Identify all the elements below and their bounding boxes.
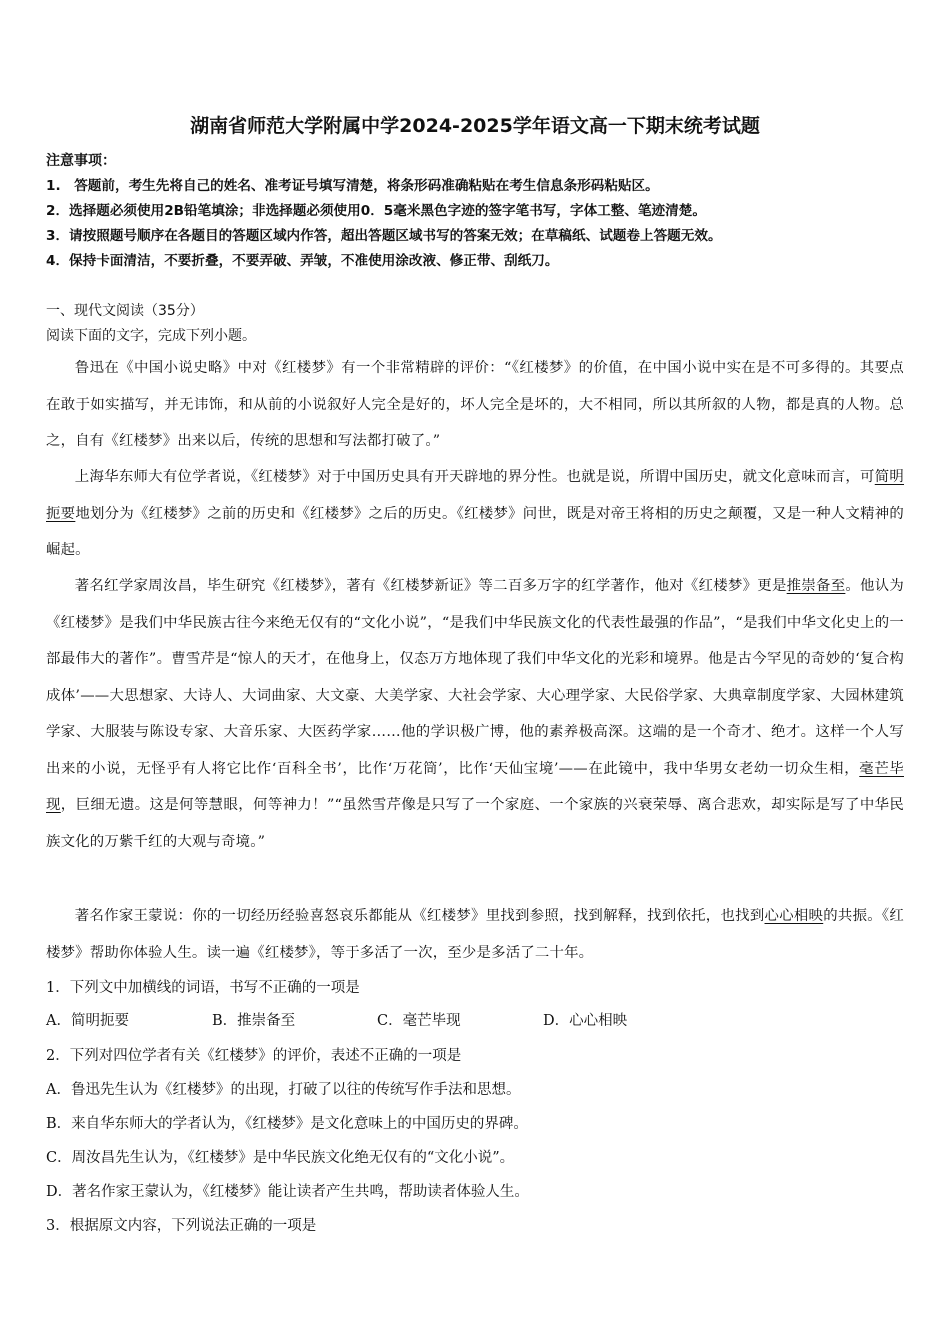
passage-paragraph-1 [46, 350, 904, 460]
q1-option-b: B．推崇备至 [212, 1013, 296, 1029]
question-3-stem: 3．根据原文内容，下列说法正确的一项是 [46, 1218, 317, 1234]
passage-paragraph-4 [46, 898, 904, 971]
passage-text-segment: 著名红学家周汝昌，毕生研究《红楼梦》，著有《红楼梦新证》等二百多万字的红学著作，他对《红楼梦》更是 [74, 578, 787, 594]
underlined-word: 毫芒毕现 [46, 760, 904, 813]
notice-item-2: 2．选择题必须使用2B铅笔填涂；非选择题必须使用0．5毫米黑色字迹的签字笔书写，字体工整、笔迹清楚。 [46, 203, 706, 219]
passage-paragraph-2 [46, 459, 904, 569]
notice-item-1: 1. 答题前，考生先将自己的姓名、准考证号填写清楚，将条形码准确粘贴在考生信息条形码粘贴区。 [46, 178, 659, 194]
passage-text-segment: ，巨细无遗。这是何等慧眼，何等神力！”“虽然雪芹像是只写了一个家庭、一个家族的兴衰荣辱、离合悲欢，却实际是写了中华民族文化的万紫千红的大观与奇境。” [46, 797, 904, 850]
passage-text [46, 568, 904, 860]
passage-text-segment: 著名作家王蒙说：你的一切经历经验喜怒哀乐都能从《红楼梦》里找到参照，找到解释，找到依托，也找到 [74, 908, 765, 924]
passage-text-segment: 地划分为《红楼梦》之前的历史和《红楼梦》之后的历史。《红楼梦》问世，既是对帝王将相的历史之颠覆，又是一种人文精神的崛起。 [46, 505, 904, 558]
q2-option-c: C．周汝昌先生认为，《红楼梦》是中华民族文化绝无仅有的“文化小说”。 [46, 1150, 515, 1166]
q1-option-d: D．心心相映 [543, 1013, 628, 1029]
passage-paragraph-3 [46, 568, 904, 860]
underlined-word: 推崇备至 [786, 578, 846, 594]
notice-item-4: 4．保持卡面清洁，不要折叠，不要弄破、弄皱，不准使用涂改液、修正带、刮纸刀。 [46, 253, 559, 269]
passage-text-segment: 上海华东师大有位学者说，《红楼梦》对于中国历史具有开天辟地的界分性。也就是说，所谓中国历史，就文化意味而言，可 [74, 469, 875, 485]
passage-text-segment: 的共振。《红楼梦》帮助你体验人生。读一遍《红楼梦》，等于多活了一次，至少是多活了二十年。 [46, 908, 904, 961]
question-1-stem: 1．下列文中加横线的词语，书写不正确的一项是 [46, 980, 360, 996]
q2-option-a: A．鲁迅先生认为《红楼梦》的出现，打破了以往的传统写作手法和思想。 [46, 1082, 521, 1098]
exam-title: 湖南省师范大学附属中学2024-2025学年语文高一下期末统考试题 [190, 115, 760, 137]
underlined-word: 简明扼要 [46, 469, 905, 522]
q1-option-c: C．毫芒毕现 [377, 1013, 461, 1029]
q2-option-d: D．著名作家王蒙认为，《红楼梦》能让读者产生共鸣，帮助读者体验人生。 [46, 1184, 529, 1200]
q1-option-a: A．简明扼要 [46, 1013, 129, 1029]
section-heading: 一、现代文阅读（35分） [46, 303, 204, 319]
underlined-word: 心心相映 [764, 908, 824, 924]
question-2-stem: 2．下列对四位学者有关《红楼梦》的评价，表述不正确的一项是 [46, 1048, 462, 1064]
passage-text [46, 898, 904, 971]
question-1-options [46, 1010, 904, 1032]
section-intro: 阅读下面的文字，完成下列小题。 [46, 328, 256, 344]
notice-heading: 注意事项： [46, 153, 116, 169]
notice-item-3: 3．请按照题号顺序在各题目的答题区域内作答，超出答题区域书写的答案无效；在草稿纸、试题卷上答题无效。 [46, 228, 722, 244]
passage-text [46, 459, 904, 569]
passage-text-segment: 。他认为《红楼梦》是我们中华民族古往今来绝无仅有的“文化小说”，“是我们中华民族文化的代表性最强的作品”，“是我们中华文化史上的一部最伟大的著作”。曹雪芹是“惊人的天才，在他身上，仅态万方地体现了我们中华文化的光彩和境界。他是古今罕见的奇妙的‘复合构成体’——大思想家、大诗人、大词曲家、大文豪、大美学家、大社会学家、大心理学家、大民俗学家、大典章制度学家、大园林建筑学家、大服装与陈设专家、大音乐家、大医药学家……他的学识极广博，他的素养极高深。这端的是一个奇才、绝才。这样一个人写出来的小说，无怪乎有人将它比作‘百科全书’，比作‘万花筒’，比作‘天仙宝境’——在此镜中，我中华男女老幼一切众生相， [46, 578, 904, 777]
passage-text: 鲁迅在《中国小说史略》中对《红楼梦》有一个非常精辟的评价：“《红楼梦》的价值，在中国小说中实在是不可多得的。其要点在敢于如实描写，并无讳饰，和从前的小说叙好人完全是好的，坏人完全是坏的，大不相同，所以其所叙的人物，都是真的人物。总之，自有《红楼梦》出来以后，传统的思想和写法都打破了。” [46, 360, 904, 449]
q2-option-b: B．来自华东师大的学者认为，《红楼梦》是文化意味上的中国历史的界碑。 [46, 1116, 528, 1132]
